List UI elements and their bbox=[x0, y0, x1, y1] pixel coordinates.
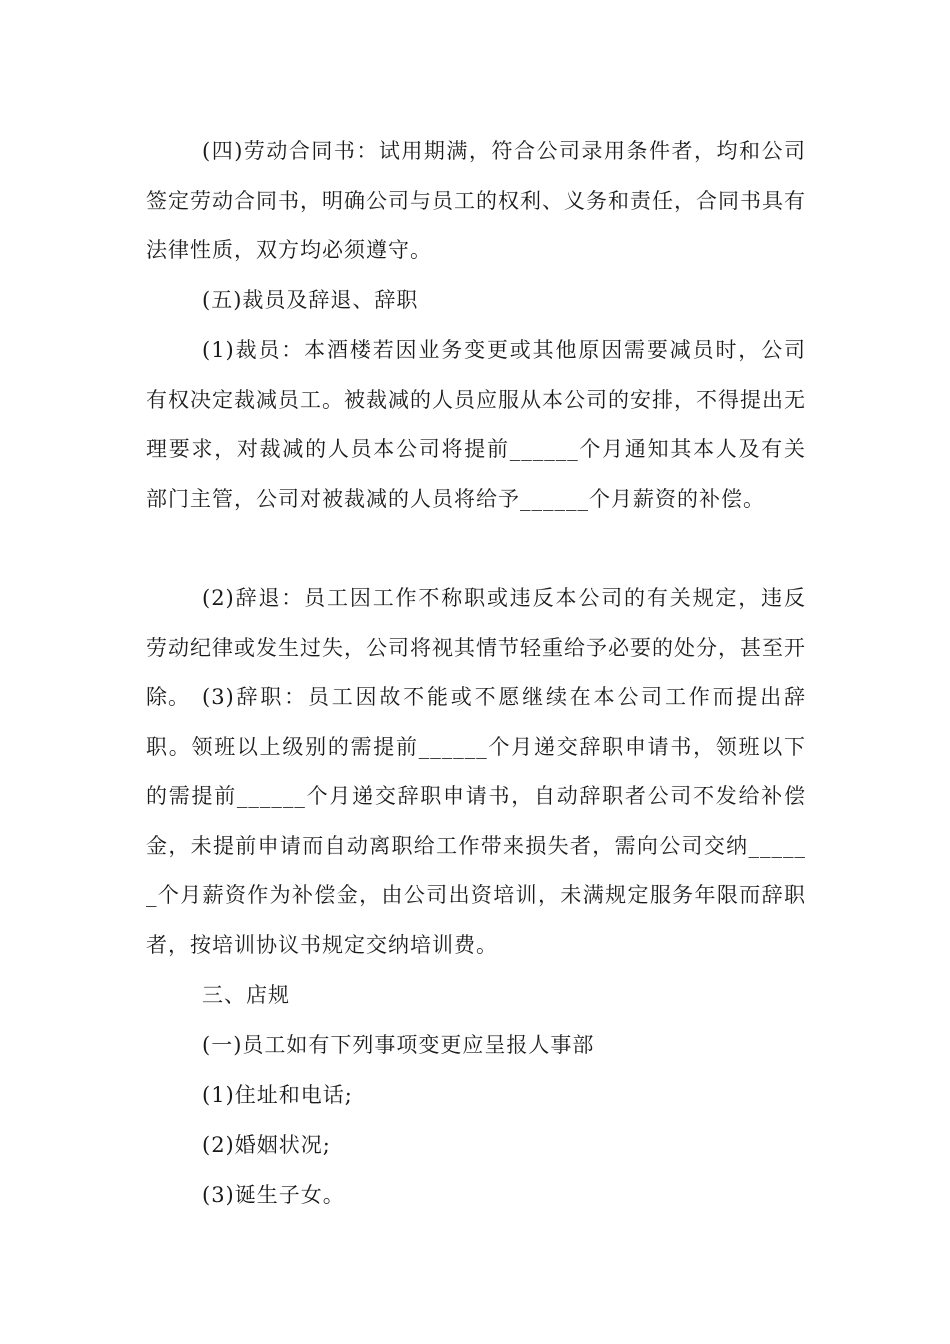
paragraph-report-changes: (一)员工如有下列事项变更应呈报人事部 bbox=[202, 1033, 595, 1057]
heading-store-rules: 三、店规 bbox=[202, 983, 290, 1007]
paragraph-labor-contract: (四)劳动合同书：试用期满，符合公司录用条件者，均和公司签定劳动合同书，明确公司与员工的权利、义务和责任，合同书具有法律性质，双方均必须遵守。 bbox=[146, 139, 806, 263]
list-item-childbirth: (3)诞生子女。 bbox=[202, 1183, 345, 1207]
list-item-marital-status: (2)婚姻状况; bbox=[202, 1133, 331, 1157]
paragraph-dismissal: (2)辞退：员工因工作不称职或违反本公司的有关规定，违反劳动纪律或发生过失，公司将视其情节轻重给予必要的处分，甚至开除。 bbox=[146, 586, 806, 710]
heading-layoff-dismissal-resignation: (五)裁员及辞退、辞职 bbox=[202, 288, 419, 312]
paragraph-resignation: (3)辞职：员工因故不能或不愿继续在本公司工作而提出辞职。领班以上级别的需提前______个月递交辞职申请书，领班以下的需提前______个月递交辞职申请书，自动辞职者公司不发给补偿金，未提前申请而自动离职给工作带来损失者，需向公司交纳______个月薪资作为补偿金，由公司出资培训，未满规定服务年限而辞职者，按培训协议书规定交纳培训费。 bbox=[146, 685, 806, 957]
list-item-address-phone: (1)住址和电话; bbox=[202, 1083, 353, 1107]
paragraph-layoff: (1)裁员：本酒楼若因业务变更或其他原因需要减员时，公司有权决定裁减员工。被裁减的人员应服从本公司的安排，不得提出无理要求，对裁减的人员本公司将提前______个月通知其本人及有关部门主管，公司对被裁减的人员将给予______个月薪资的补偿。 bbox=[146, 338, 806, 511]
